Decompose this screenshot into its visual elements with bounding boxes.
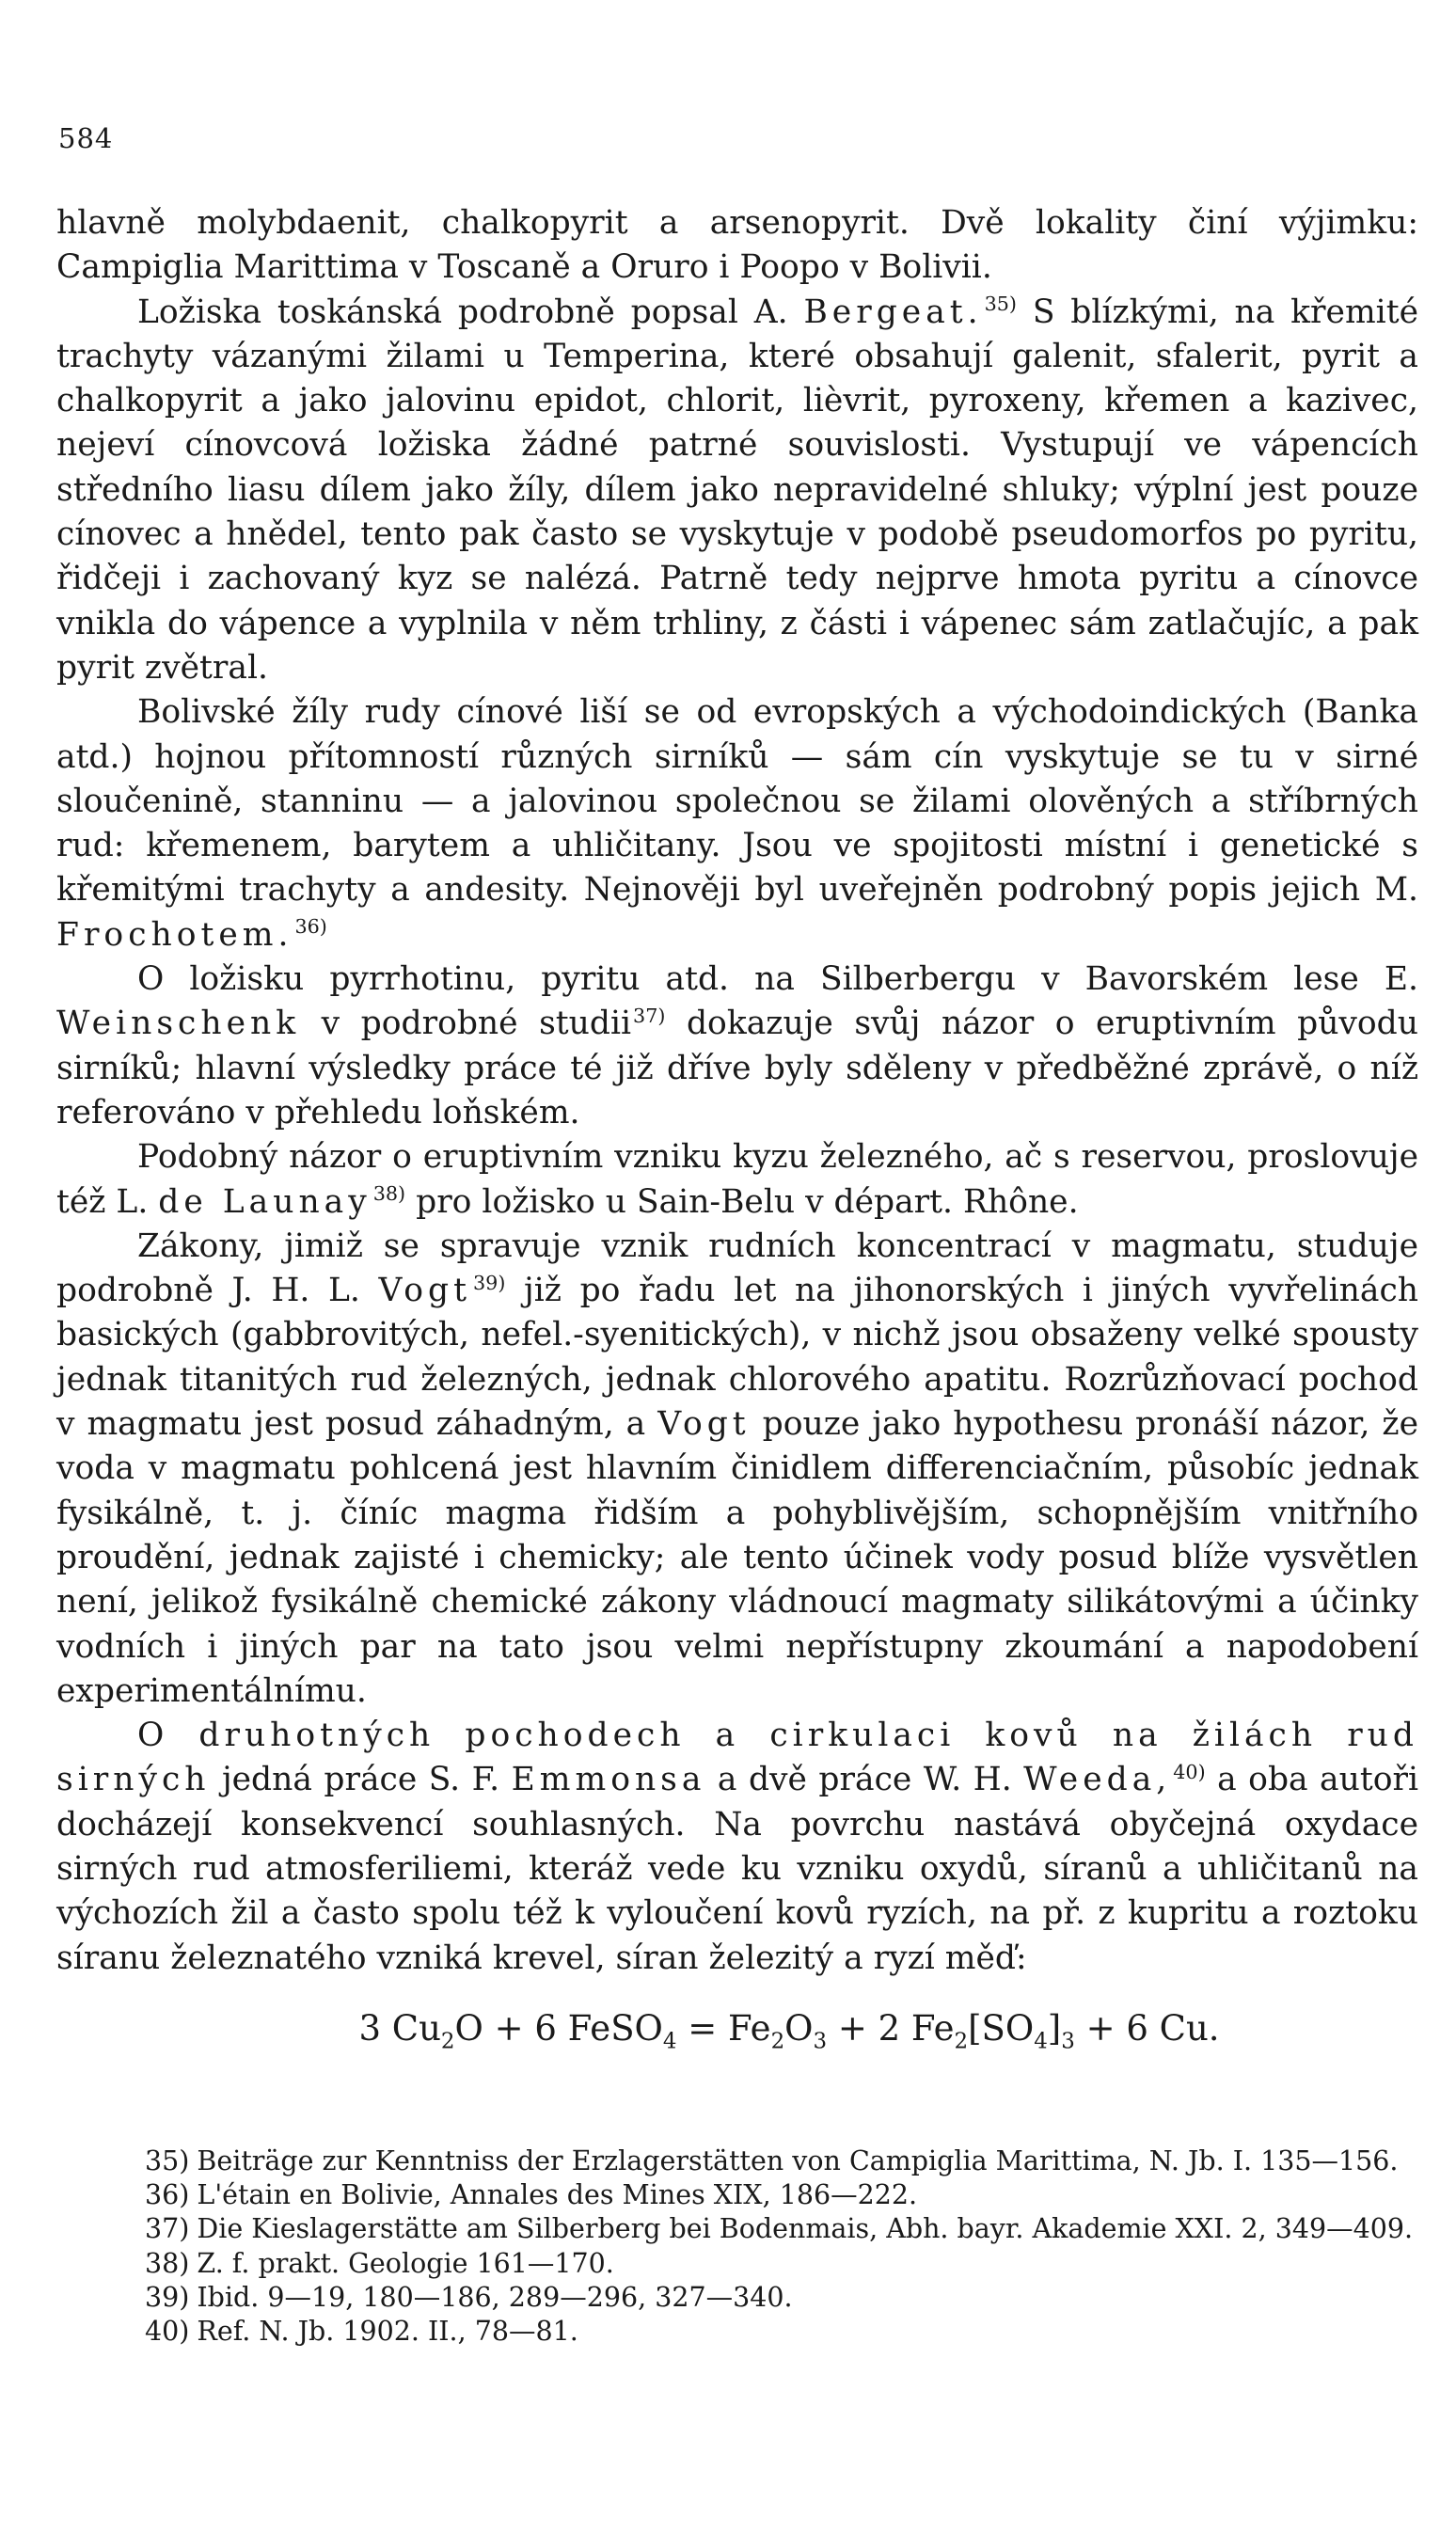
text-run: Zákony, jimiž se spravuje vznik rudních koncentrací v magmatu, studuje podrobně J. H. L. (56, 1227, 1418, 1310)
text-run: = Fe (676, 2007, 771, 2049)
footnote-reference: 35) (984, 293, 1018, 316)
footnote-reference: 40) (1173, 1760, 1206, 1783)
footnote (56, 2178, 1418, 2212)
paragraph (56, 957, 1418, 1135)
text-run: O (784, 2007, 814, 2049)
body-text (56, 201, 1418, 2079)
footnote (56, 2315, 1418, 2349)
footnote-text: L'étain en Bolivie, Annales des Mines XIX, 186—222. (197, 2179, 918, 2211)
emphasized-name: de Launay (158, 1182, 372, 1221)
footnote-mark: 39) (145, 2281, 190, 2313)
footnote-mark: 38) (145, 2247, 190, 2279)
footnotes (56, 2144, 1418, 2349)
footnote-text: Ibid. 9—19, 180—186, 289—296, 327—340. (197, 2281, 793, 2313)
text-run: již po řadu let na jihonorských i jiných vyvřelinách basických (gabbrovitých, nefel.-syenitických), v nichž jsou obsaženy velké spousty jednak titanitých rud železných, jednak chlorového apatitu. Rozrůzňovací pochod v magmatu jest posud záhadným, a (56, 1272, 1419, 1444)
paragraph (56, 201, 1418, 291)
text-run: ] (1047, 2007, 1062, 2049)
emphasized-name: Vogt (378, 1272, 471, 1310)
text-run: 3 Cu (358, 2007, 441, 2049)
text-run: Bolivské žíly rudy cínové liší se od evropských a východoindických (Banka atd.) hojnou přítomností různých sirníků — sám cín vyskytuje se tu v sirné sloučenině, stanninu — a jalovinou společnou se žilami olověných a stříbrných rud: křemenem, barytem a uhličitany. Jsou ve spojitosti místní i genetické s křemitými trachyty a andesity. Nejnověji byl uveřejněn podrobný popis jejich M. (56, 693, 1418, 910)
footnote (56, 2281, 1418, 2315)
footnote-mark: 35) (145, 2145, 190, 2176)
text-run: a oba autoři docházejí konsekvencí souhlasných. Na povrchu nastává obyčejná oxydace sirných rud atmosferiliemi, kteráž vede ku vzniku oxydů, síranů a uhličitanů na výchozích žil a často spolu též k vyloučení kovů ryzích, na př. z kupritu a roztoku síranu železnatého vzniká krevel, síran železitý a ryzí měď: (56, 1761, 1419, 1977)
text-run: pro ložisko u Sain-Belu v départ. Rhône. (405, 1182, 1079, 1221)
subscript: 4 (662, 2029, 677, 2054)
text-run: dokazuje svůj názor o eruptivním původu sirníků; hlavní výsledky práce té již dříve byly sděleny v předběžné zprávě, o níž referováno v přehledu loňském. (56, 1005, 1418, 1132)
text-run: jedná práce S. F. (210, 1761, 512, 1799)
text-run: + 2 Fe (827, 2007, 955, 2049)
paragraph (56, 1225, 1418, 1714)
footnote-mark: 36) (145, 2179, 190, 2211)
emphasized-name: Frochotem. (56, 915, 293, 954)
footnote (56, 2144, 1418, 2178)
emphasized-name: Weinschenk (56, 1005, 301, 1043)
text-run: [SO (968, 2007, 1035, 2049)
paragraph (56, 1714, 1418, 1981)
emphasized-name: Bergeat. (803, 293, 983, 331)
footnote (56, 2212, 1418, 2246)
emphasized-name: Vogt (657, 1405, 751, 1444)
footnote-mark: 37) (145, 2213, 190, 2245)
text-run: + 6 Cu. (1074, 2007, 1220, 2049)
footnote-text: Ref. N. Jb. 1902. II., 78—81. (197, 2316, 578, 2348)
subscript: 3 (1061, 2029, 1075, 2054)
subscript: 3 (813, 2029, 828, 2054)
text-run: hlavně molybdaenit, chalkopyrit a arsenopyrit. Dvě lokality činí výjimku: Campiglia Marittima v Toscaně a Oruro i Poopo v Bolivii. (56, 204, 1418, 287)
emphasized-name: Weeda, (1023, 1761, 1172, 1799)
footnote-reference: 39) (473, 1271, 506, 1294)
footnote-text: Beiträge zur Kenntniss der Erzlagerstätten von Campiglia Marittima, N. Jb. I. 135—156. (197, 2145, 1399, 2176)
text-run: Ložiska toskánská podrobně popsal A. (137, 293, 804, 331)
text-run: v podrobné studii (300, 1005, 632, 1043)
paragraph (56, 291, 1418, 691)
subscript: 2 (770, 2029, 785, 2054)
footnote-text: Z. f. prakt. Geologie 161—170. (197, 2247, 614, 2279)
paragraph (56, 690, 1418, 957)
subscript: 4 (1034, 2029, 1048, 2054)
text-run: O + 6 FeSO (454, 2007, 663, 2049)
footnote-reference: 36) (294, 915, 327, 939)
text-run: S blízkými, na křemité trachyty vázanými žilami u Temperina, které obsahují galenit, sfalerit, pyrit a chalkopyrit a jako jalovinu epidot, chlorit, lièvrit, pyroxeny, křemen a kazivec, nejeví cínovcová ložiska žádné patrné souvislosti. Vystupují ve vápencích středního liasu dílem jako žíly, dílem jako nepravidelné shluky; výplní jest pouze cínovec a hnědel, tento pak často se vyskytuje v podobě pseudomorfos po pyritu, řidčeji i zachovaný kyz se nalézá. Patrně tedy nejprve hmota pyritu a cínovce vnikla do vápence a vyplnila v něm trhliny, z části i vápenec sám zatlačujíc, a pak pyrit zvětral. (56, 293, 1418, 687)
footnote-mark: 40) (145, 2316, 190, 2348)
subscript: 2 (954, 2029, 969, 2054)
text-run: O ložisku pyrrhotinu, pyritu atd. na Silberbergu v Bavorském lese E. (137, 960, 1418, 999)
paragraph (56, 1135, 1418, 1225)
footnote-reference: 38) (372, 1182, 406, 1206)
text-run: Podobný názor o eruptivním vzniku kyzu železného, ač s reservou, proslovuje též L. (56, 1138, 1418, 1221)
text-run: a dvě práce W. H. (705, 1761, 1024, 1799)
footnote (56, 2247, 1418, 2281)
emphasized-name: O druhotných pochodech a cirkulaci kovů na žilách rud sirných (56, 1717, 1418, 1799)
text-run: pouze jako hypothesu pronáší názor, že voda v magmatu pohlcená jest hlavním činidlem differenciačním, působíc jednak fysikálně, t. j. číníc magma řidším a pohyblivějším, schopnějším vnitřního proudění, jednak zajisté i chemicky; ale tento účinek vody posud blíže vysvětlen není, jelikož fysikálně chemické zákony vládnoucí magmaty silikátovými a účinky vodních i jiných par na tato jsou velmi nepřístupny zkoumání a napodobení experimentálnímu. (56, 1405, 1418, 1710)
emphasized-name: Emmonsa (511, 1761, 706, 1799)
chemical-equation (56, 2005, 1418, 2052)
footnote-text: Die Kieslagerstätte am Silberberg bei Bodenmais, Abh. bayr. Akademie XXI. 2, 349—409. (197, 2213, 1414, 2245)
subscript: 2 (440, 2029, 455, 2054)
page-number: 584 (58, 122, 114, 154)
footnote-reference: 37) (633, 1004, 666, 1027)
